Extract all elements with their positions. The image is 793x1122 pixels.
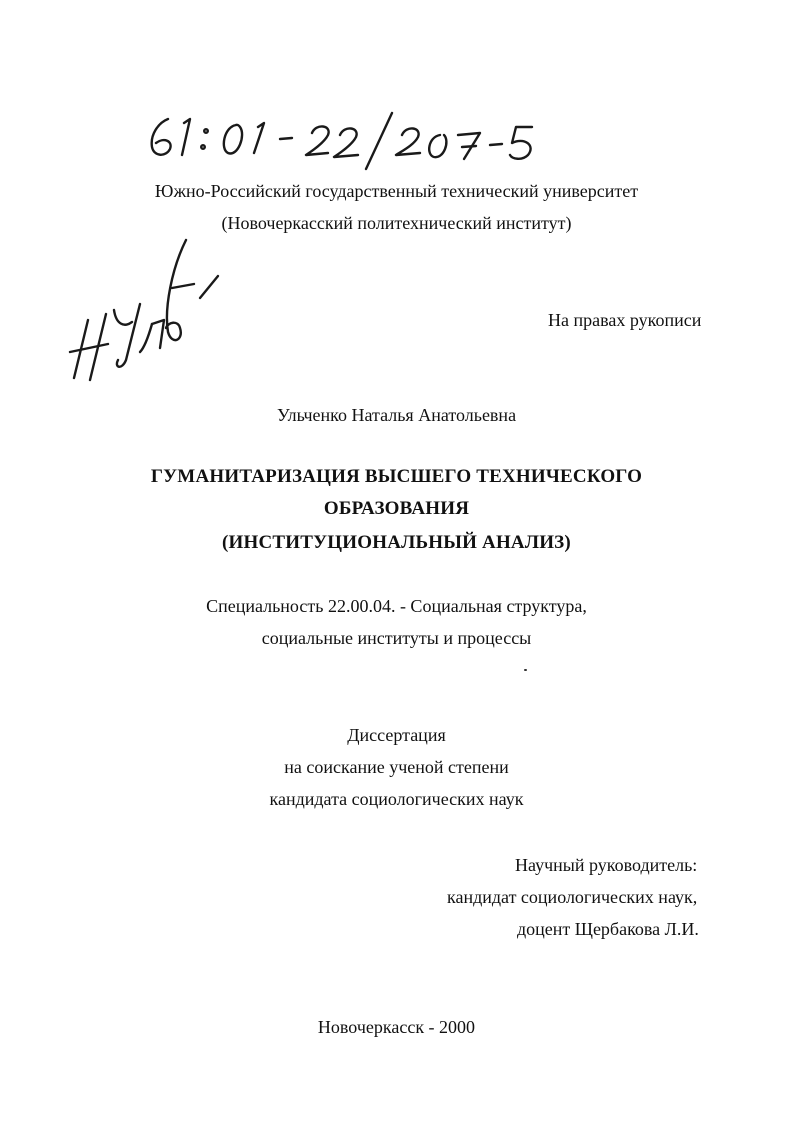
advisor-label: Научный руководитель: (515, 855, 698, 875)
specialty-line-2: социальные институты и процессы (261, 628, 532, 648)
city-year: Новочеркасск - 2000 (317, 1017, 476, 1037)
specialty-line-1: Специальность 22.00.04. - Социальная структура, (206, 596, 587, 616)
university-name: Южно-Российский государственный технический университет (154, 181, 639, 201)
handwritten-archive-code (140, 105, 560, 175)
advisor-name: доцент Щербакова Л.И. (517, 919, 699, 939)
institute-name: (Новочеркасский политехнический институт) (221, 213, 572, 233)
degree-line-2: кандидата социологических наук (269, 789, 524, 809)
advisor-degree: кандидат социологических наук, (447, 887, 698, 907)
speck (524, 669, 527, 671)
dissertation-label: Диссертация (347, 725, 446, 745)
degree-line-1: на соискание ученой степени (284, 757, 509, 777)
thesis-title-line-3: (ИНСТИТУЦИОНАЛЬНЫЙ АНАЛИЗ) (222, 532, 571, 553)
rights-note: На правах рукописи (548, 310, 702, 330)
handwritten-mark (60, 228, 230, 393)
thesis-title-line-2: ОБРАЗОВАНИЯ (323, 498, 470, 519)
author-name: Ульченко Наталья Анатольевна (276, 405, 517, 425)
thesis-title-line-1: ГУМАНИТАРИЗАЦИЯ ВЫСШЕГО ТЕХНИЧЕСКОГО (150, 466, 643, 487)
